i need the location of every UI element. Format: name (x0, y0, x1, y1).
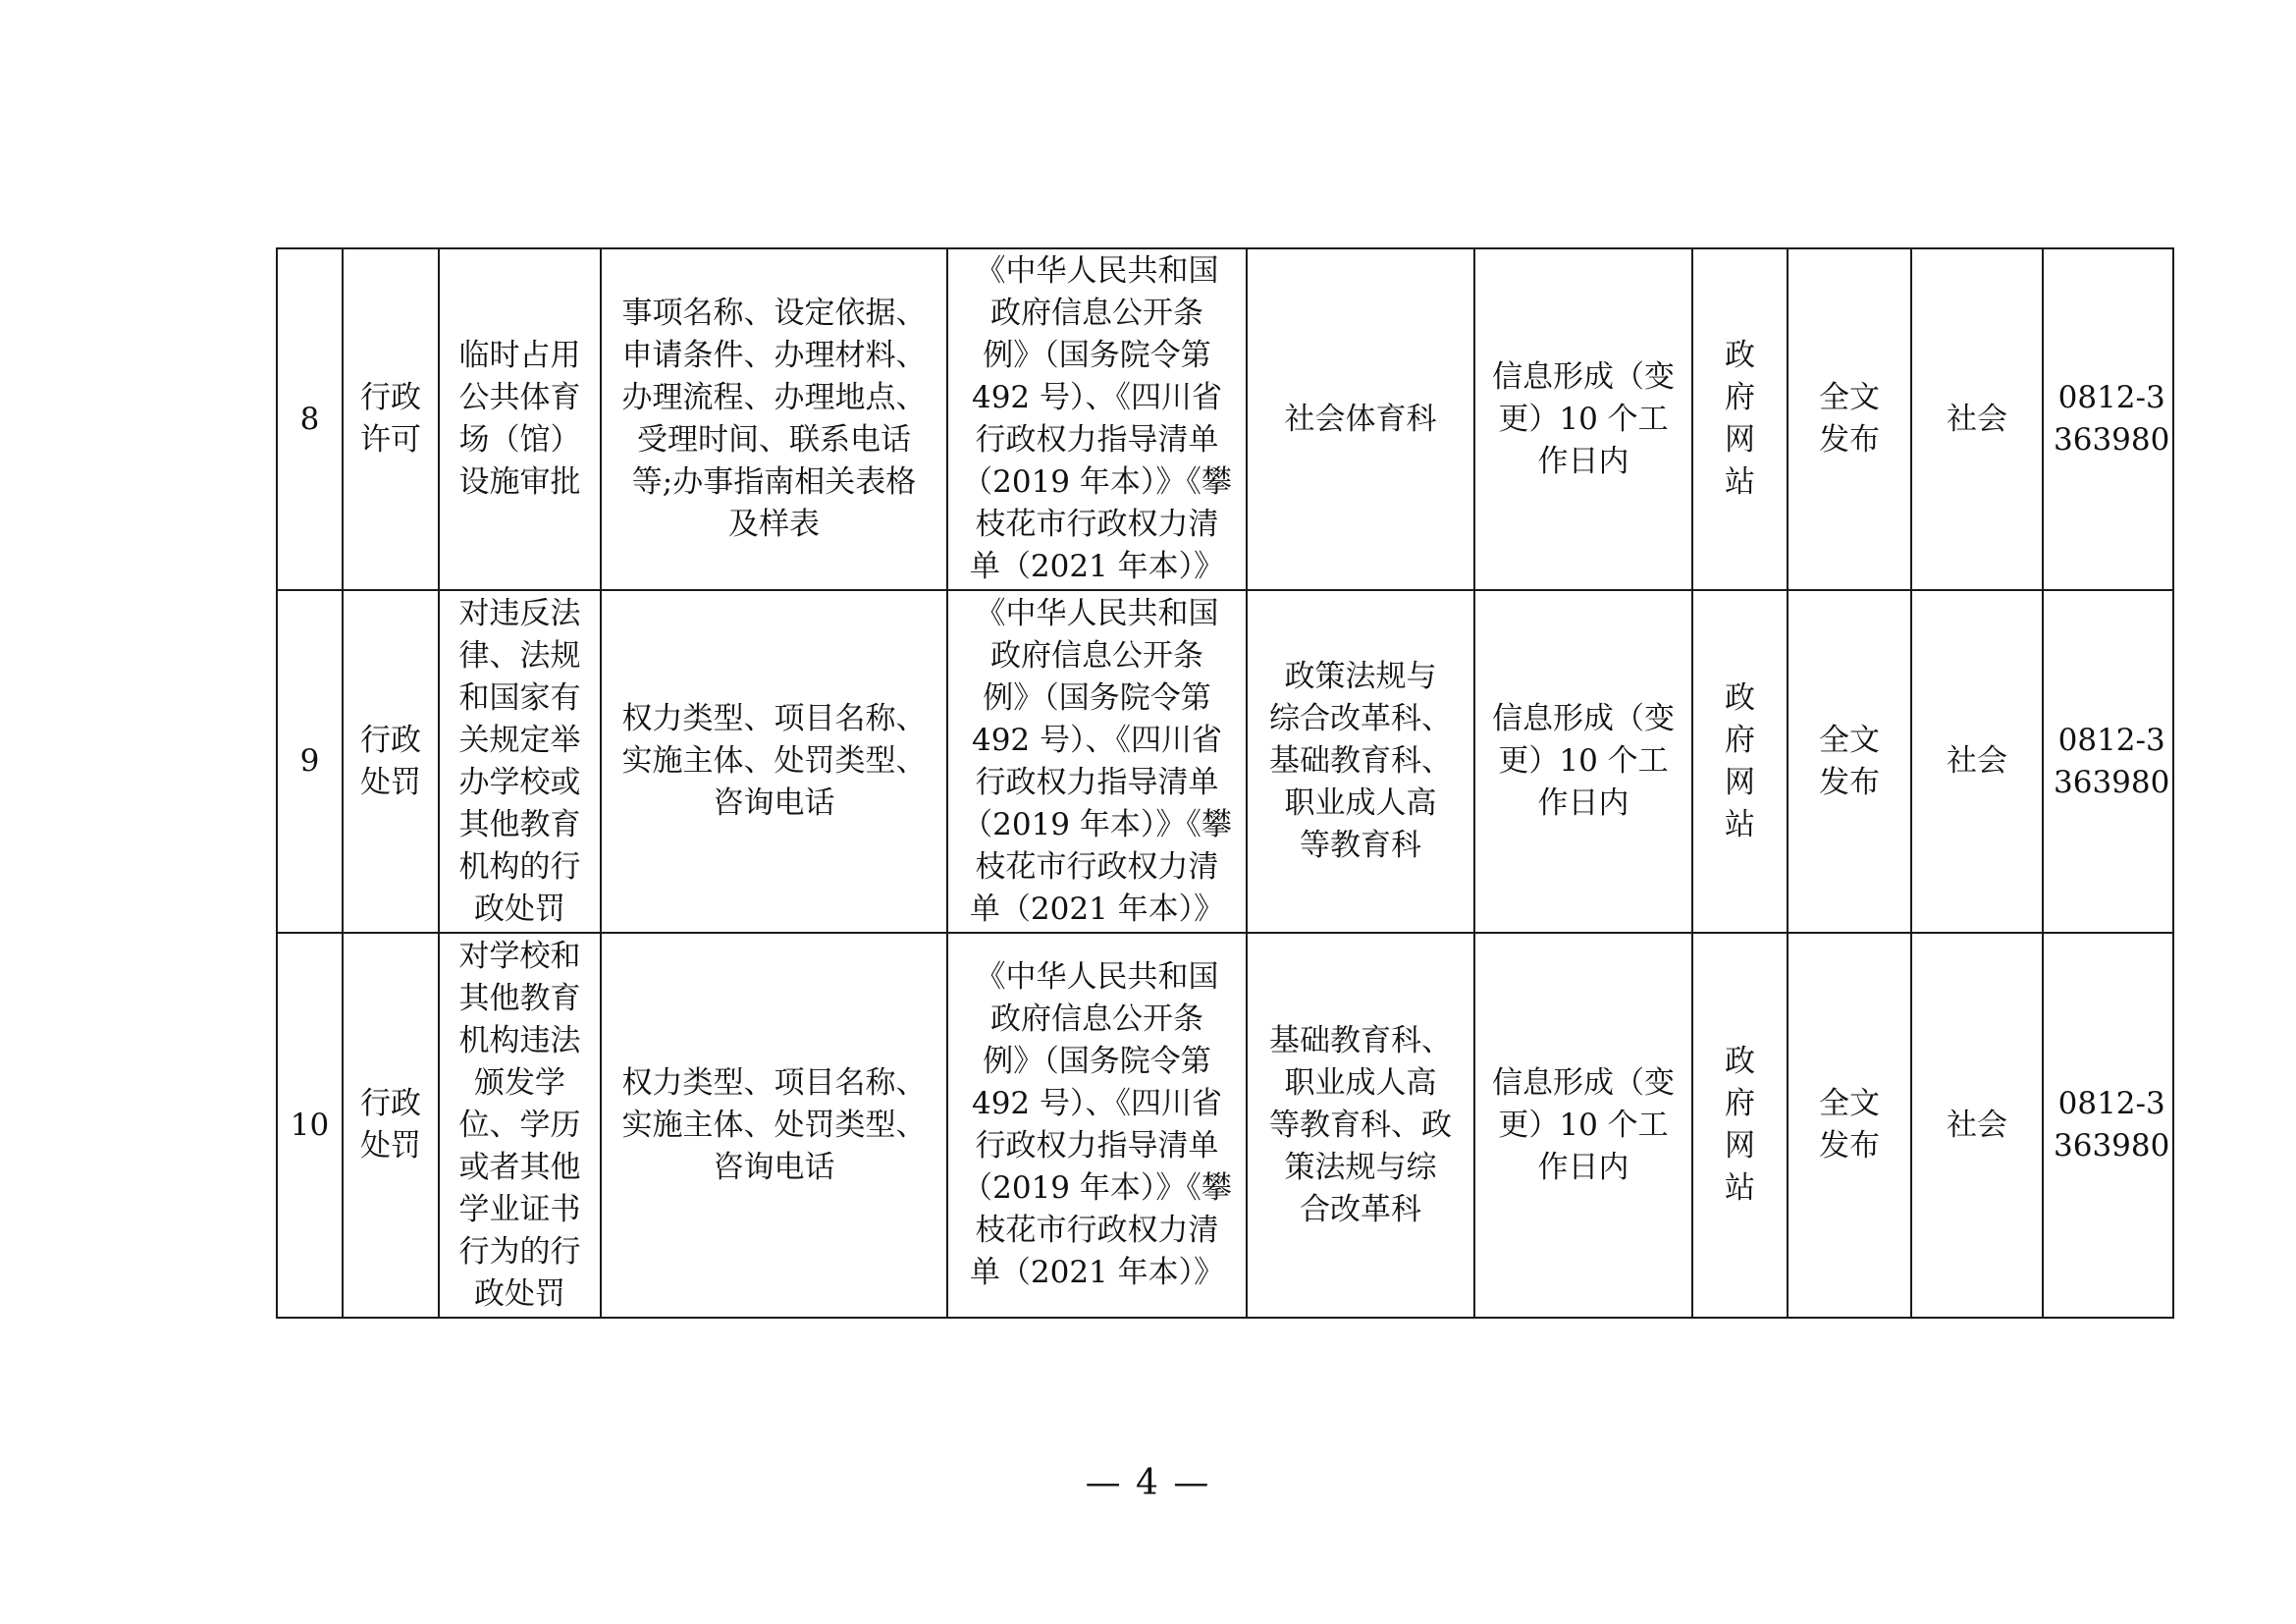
contact-phone: 0812-3 363980 (2054, 1086, 2170, 1164)
cell-timeframe (1474, 933, 1692, 1318)
power-category: 行政 处罚 (360, 1086, 421, 1164)
cell-phone (2043, 248, 2173, 590)
row-number: 9 (299, 743, 320, 779)
table-row (277, 248, 2173, 590)
cell-category (343, 248, 439, 590)
disclosure-scope: 社会 (1947, 1107, 2007, 1143)
cell-timeframe (1474, 590, 1692, 933)
cell-item (439, 248, 601, 590)
cell-phone (2043, 590, 2173, 933)
disclosure-timeframe: 信息形成（变 更）10 个工 作日内 (1492, 701, 1675, 821)
disclosure-method: 全文 发布 (1819, 1086, 1880, 1164)
cell-channel (1692, 590, 1788, 933)
cell-category (343, 933, 439, 1318)
power-category: 行政 许可 (360, 380, 421, 458)
legal-basis: 《中华人民共和国 政府信息公开条 例》（国务院令第 492 号）、《四川省 行政权力指导清单 （2019 年本）》《攀 枝花市行政权力清 单（2021 年本）》 (962, 253, 1232, 584)
cell-phone (2043, 933, 2173, 1318)
disclosure-timeframe: 信息形成（变 更）10 个工 作日内 (1492, 1064, 1675, 1185)
disclosure-channel: 政 府 网 站 (1725, 679, 1755, 842)
item-name: 对违反法 律、法规 和国家有 关规定举 办学校或 其他教育 机构的行 政处罚 (458, 595, 581, 927)
legal-basis: 《中华人民共和国 政府信息公开条 例》（国务院令第 492 号）、《四川省 行政权力指导清单 （2019 年本）》《攀 枝花市行政权力清 单（2021 年本）》 (962, 595, 1232, 927)
cell-scope (1911, 248, 2043, 590)
item-name: 临时占用 公共体育 场（馆） 设施审批 (458, 338, 581, 500)
page-number: — 4 — (1085, 1463, 1211, 1503)
disclosure-method: 全文 发布 (1819, 380, 1880, 458)
contact-phone: 0812-3 363980 (2054, 722, 2170, 800)
cell-channel (1692, 933, 1788, 1318)
disclosure-content: 事项名称、设定依据、 申请条件、办理材料、 办理流程、办理地点、 受理时间、联系电话 等;办事指南相关表格 及样表 (621, 296, 927, 542)
disclosure-table (276, 247, 2174, 1319)
cell-method (1788, 590, 1911, 933)
disclosure-timeframe: 信息形成（变 更）10 个工 作日内 (1492, 358, 1675, 479)
cell-department (1247, 248, 1474, 590)
cell-department (1247, 933, 1474, 1318)
cell-timeframe (1474, 248, 1692, 590)
cell-content (601, 933, 947, 1318)
cell-no (277, 248, 343, 590)
cell-basis (947, 248, 1247, 590)
cell-scope (1911, 590, 2043, 933)
cell-method (1788, 248, 1911, 590)
power-category: 行政 处罚 (360, 722, 421, 800)
cell-basis (947, 933, 1247, 1318)
disclosure-channel: 政 府 网 站 (1725, 338, 1755, 500)
contact-phone: 0812-3 363980 (2054, 380, 2170, 458)
cell-no (277, 590, 343, 933)
responsible-department: 基础教育科、 职业成人高 等教育科、政 策法规与综 合改革科 (1269, 1022, 1452, 1227)
legal-basis: 《中华人民共和国 政府信息公开条 例》（国务院令第 492 号）、《四川省 行政权力指导清单 （2019 年本）》《攀 枝花市行政权力清 单（2021 年本）》 (962, 959, 1232, 1290)
cell-basis (947, 590, 1247, 933)
cell-item (439, 590, 601, 933)
responsible-department: 社会体育科 (1284, 401, 1437, 437)
row-number: 10 (290, 1107, 330, 1143)
disclosure-scope: 社会 (1947, 401, 2007, 437)
table-row (277, 933, 2173, 1318)
cell-no (277, 933, 343, 1318)
cell-department (1247, 590, 1474, 933)
cell-channel (1692, 248, 1788, 590)
responsible-department: 政策法规与 综合改革科、 基础教育科、 职业成人高 等教育科 (1269, 659, 1452, 863)
disclosure-scope: 社会 (1947, 743, 2007, 779)
disclosure-method: 全文 发布 (1819, 722, 1880, 800)
cell-content (601, 590, 947, 933)
item-name: 对学校和 其他教育 机构违法 颁发学 位、学历 或者其他 学业证书 行为的行 政处罚 (458, 938, 581, 1312)
cell-scope (1911, 933, 2043, 1318)
cell-method (1788, 933, 1911, 1318)
disclosure-channel: 政 府 网 站 (1725, 1044, 1755, 1206)
row-number: 8 (299, 401, 320, 437)
cell-category (343, 590, 439, 933)
disclosure-content: 权力类型、项目名称、 实施主体、处罚类型、 咨询电话 (621, 1064, 927, 1185)
cell-item (439, 933, 601, 1318)
disclosure-content: 权力类型、项目名称、 实施主体、处罚类型、 咨询电话 (621, 701, 927, 821)
table-row (277, 590, 2173, 933)
cell-content (601, 248, 947, 590)
